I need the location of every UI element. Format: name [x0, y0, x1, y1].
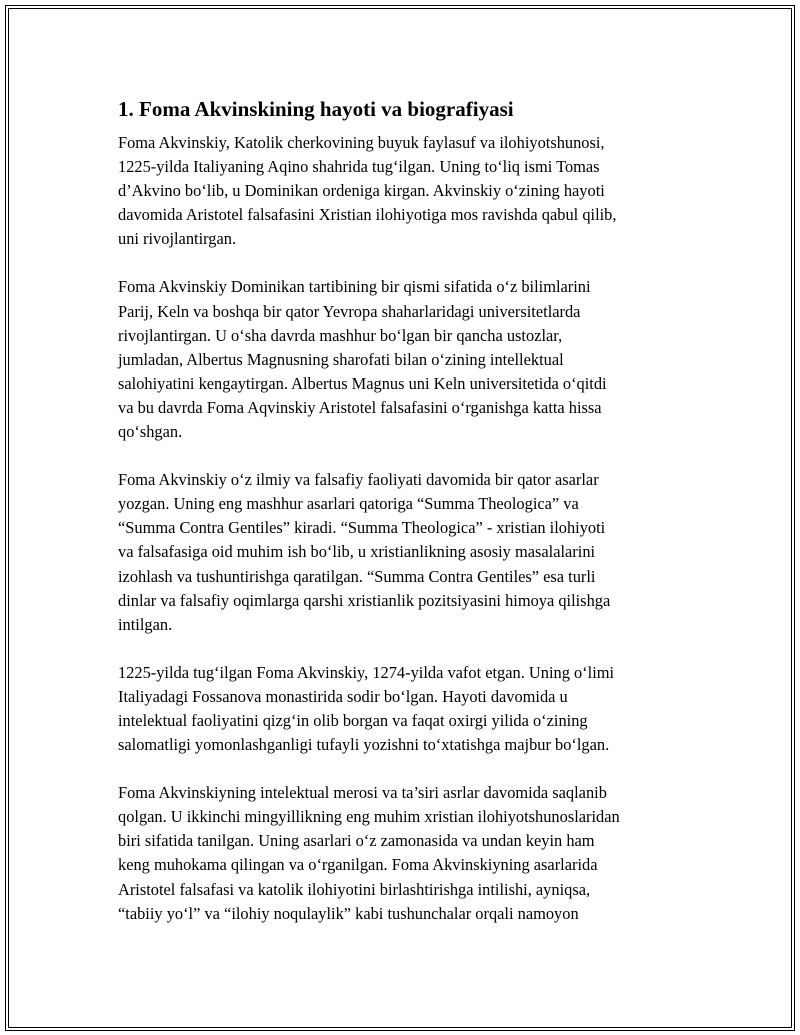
paragraph-works: Foma Akvinskiy o‘z ilmiy va falsafiy faoliyati davomida bir qator asarlar yozgan. Uning eng mashhur asarlari qatoriga “Summa Theologica” va “Summa Contra Gentiles” kiradi. “Summa Theologica” - xristian ilohiyoti va falsafasiga oid muhim ish bo‘lib, u xristianlikning asosiy masalalarini izohlash va tushuntirishga qaratilgan. “Summa Contra Gentiles” esa turli dinlar va falsafiy oqimlarga qarshi xristianlik pozitsiyasini himoya qilishga intilgan. — [118, 470, 611, 634]
paragraph-legacy: Foma Akvinskiyning intelektual merosi va ta’siri asrlar davomida saqlanib qolgan. U ikkinchi mingyillikning eng muhim xristian ilohiyotshunoslaridan biri sifatida tanilgan. Uning asarlari o‘z zamonasida va undan keyin ham keng muhokama qilingan va o‘rganilgan. Foma Akvinskiyning asarlarida Aristotel falsafasi va katolik ilohiyotini birlashtirishga intilishi, ayniqsa, “tabiiy yo‘l” va “ilohiy noqulaylik” kabi tushunchalar orqali namoyon — [118, 783, 620, 923]
paragraph-death: 1225-yilda tug‘ilgan Foma Akvinskiy, 1274-yilda vafot etgan. Uning o‘limi Italiyadagi Fossanova monastirida sodir bo‘lgan. Hayoti davomida u intelektual faoliyatini qizg‘in olib borgan va faqat oxirgi yilida o‘zining salomatligi yomonlashganligi tufayli yozishni to‘xtatishga majbur bo‘lgan. — [118, 662, 615, 755]
document-body — [113, 96, 693, 950]
paragraph-education: Foma Akvinskiy Dominikan tartibining bir qismi sifatida o‘z bilimlarini Parij, Keln va boshqa bir qator Yevropa shaharlaridagi universitetlarda rivojlantirgan. U o‘sha davrda mashhur bo‘lgan bir qancha ustozlar, jumladan, Albertus Magnusning sharofati bilan o‘zining intellektual salohiyatini kengaytirgan. Albertus Magnus uni Keln universitetida o‘qitdi va bu davrda Foma Aqvinskiy Aristotel falsafasini o‘rganishga katta hissa qo‘shgan. — [118, 277, 607, 442]
section-heading: 1. Foma Akvinskining hayoti va biografiyasi — [118, 97, 514, 121]
paragraph-early-life: Foma Akvinskiy, Katolik cherkovining buyuk faylasuf va ilohiyotshunosi, 1225-yilda Italiyaning Aqino shahrida tug‘ilgan. Uning to‘liq ismi Tomas d’Akvino bo‘lib, u Dominikan ordeniga kirgan. Akvinskiy o‘zining hayoti davomida Aristotel falsafasini Xristian ilohiyotiga mos ravishda qabul qilib, uni rivojlantirgan. — [118, 133, 617, 249]
